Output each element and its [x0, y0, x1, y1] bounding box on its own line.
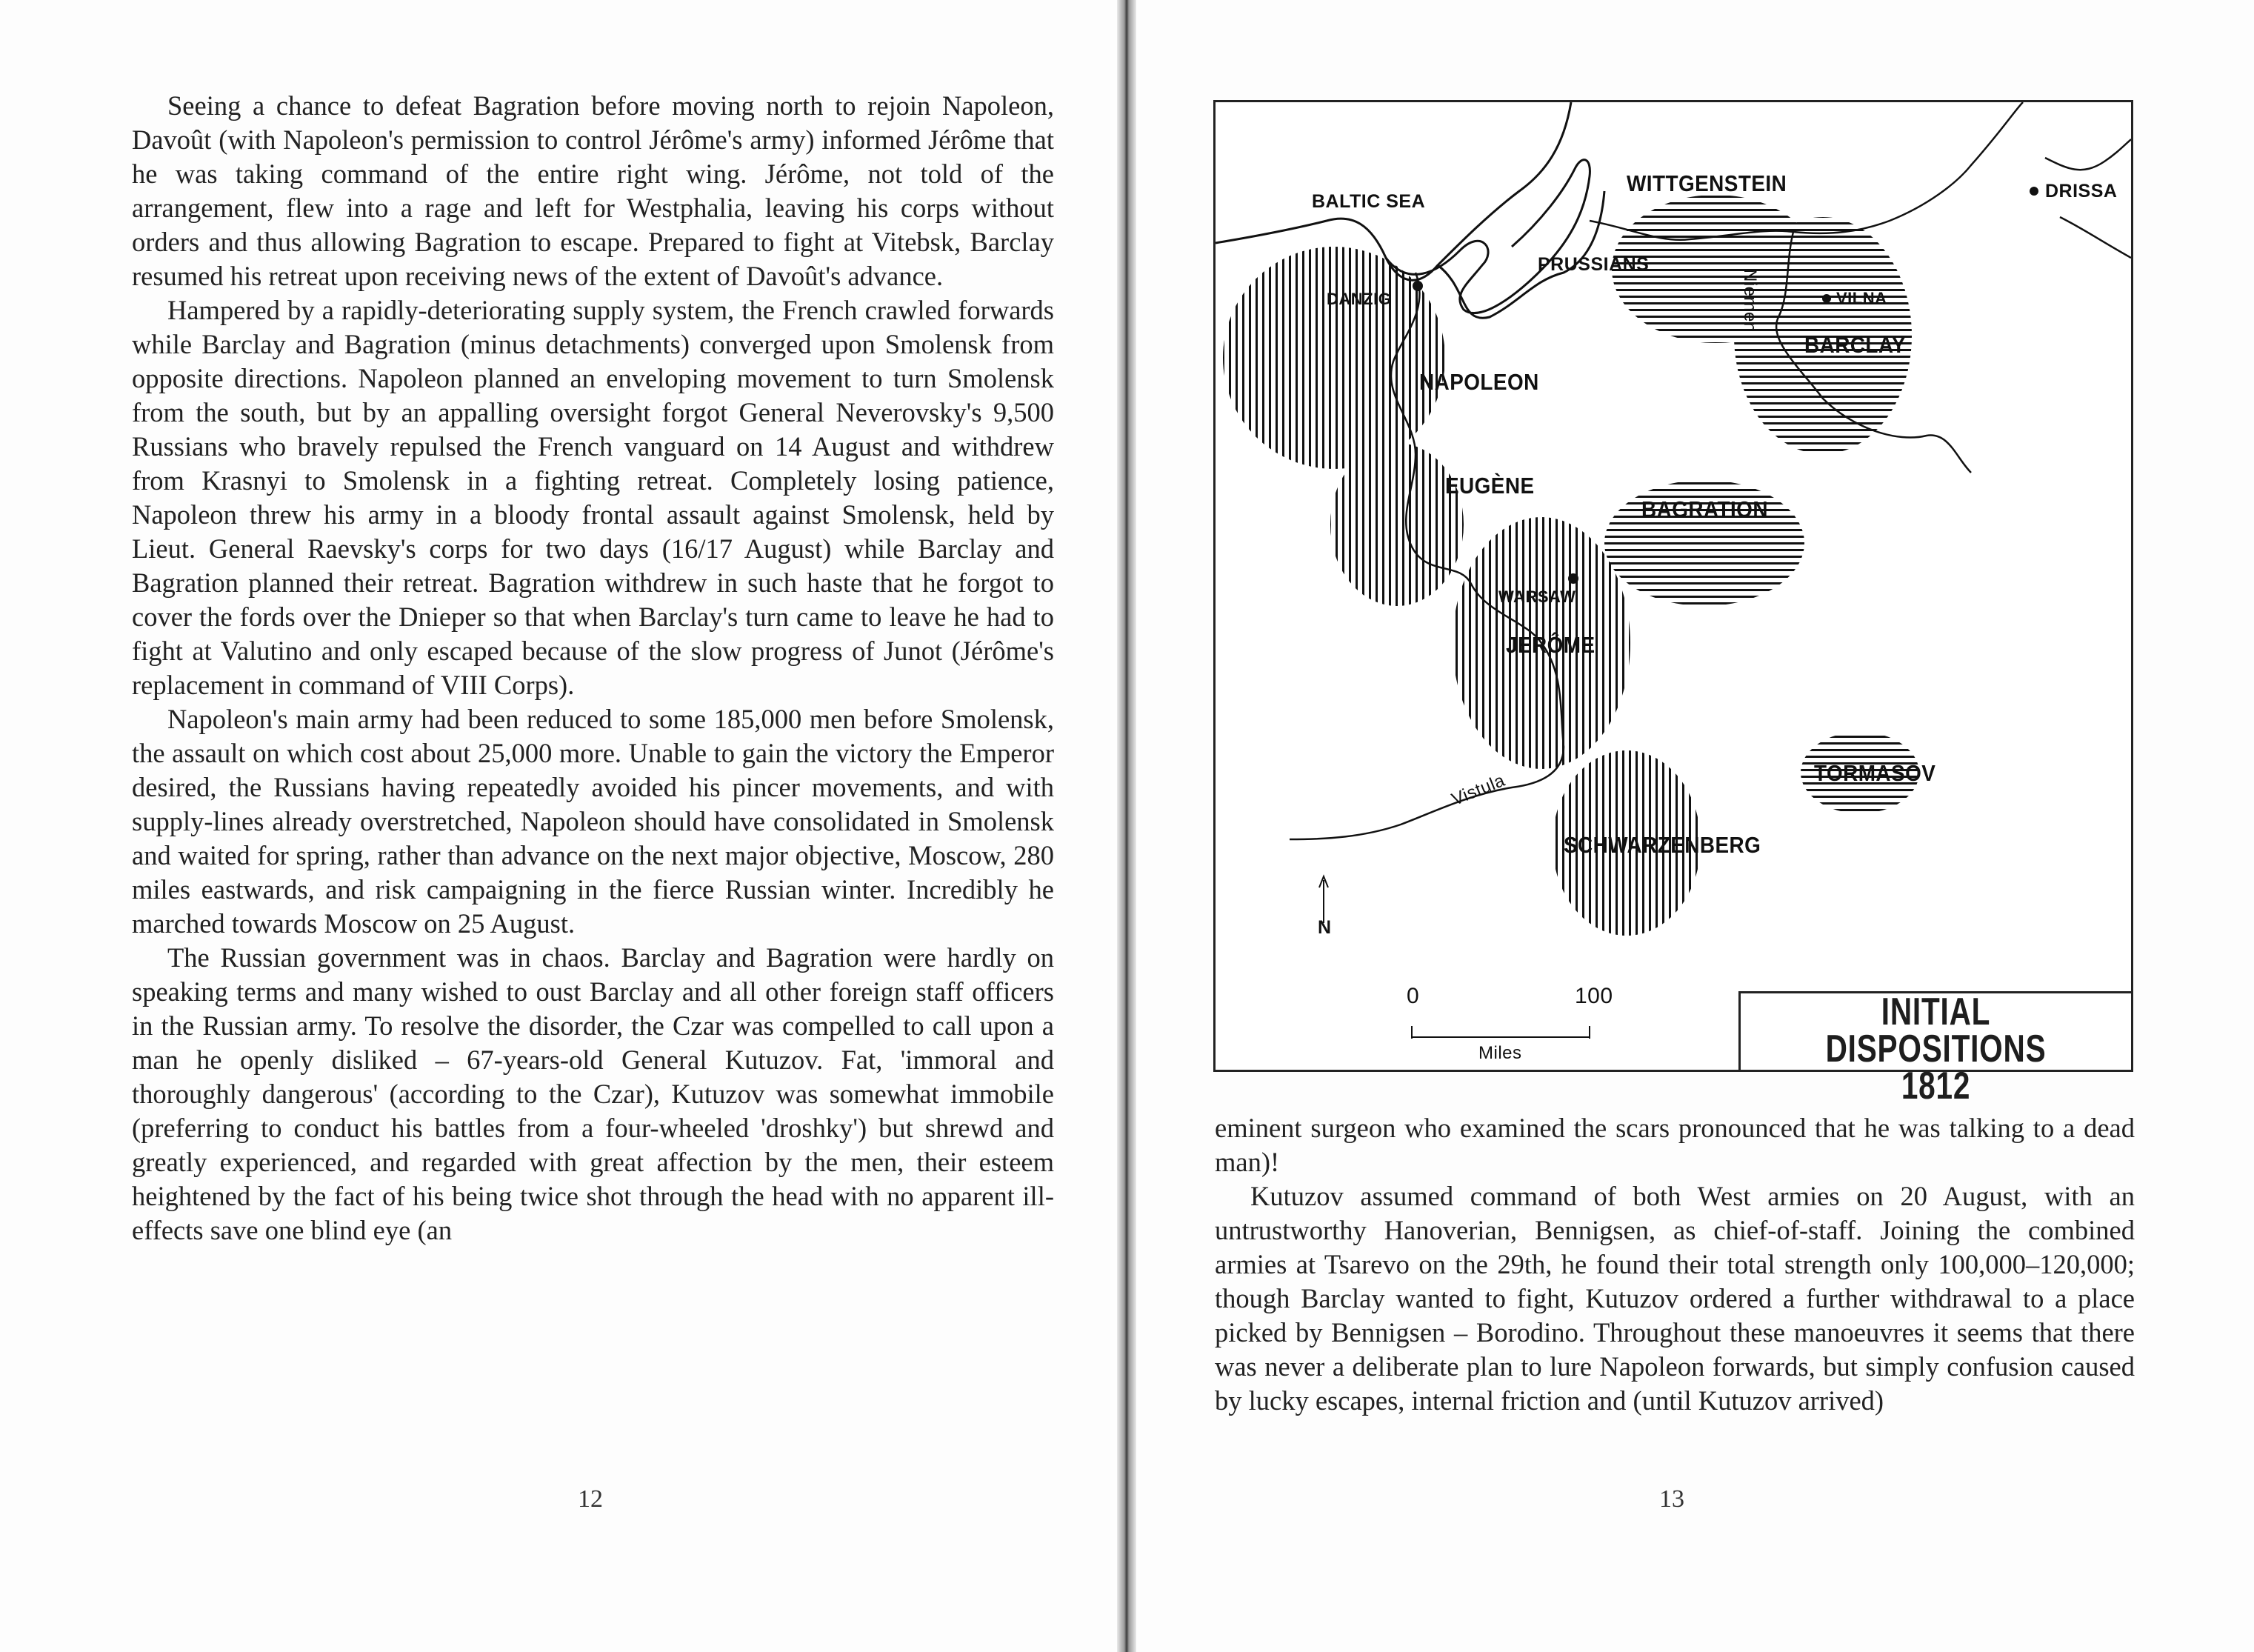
- map-title-year: 1812: [1901, 1065, 1971, 1108]
- page-number-left: 12: [578, 1485, 603, 1513]
- vistula-label: Vistula: [1449, 770, 1508, 810]
- border-east-lower: [2060, 217, 2131, 258]
- eugene-corps-area: [1330, 443, 1464, 606]
- north-label: N: [1318, 917, 1332, 938]
- paragraph: Seeing a chance to defeat Bagration before moving north to rejoin Napoleon, Davoût (with Napoleon's permission to control Jérôme's army) informed Jérôme that he was taking command of the entire right wing. Jérôme, not told of the arrangement, flew into a rage and left for Westphalia, leaving his corps without orders and thus allowing Bagration to escape. Prepared to fight at Vitebsk, Barclay resumed his retreat upon receiving news of the extent of Davoût's advance.: [132, 90, 1054, 291]
- niemen-label: Niemen: [1740, 269, 1760, 333]
- paragraph: Hampered by a rapidly-deteriorating supply system, the French crawled forwards while Barclay and Bagration (minus detachments) converged upon Smolensk from opposite directions. Napoleon planned an enveloping movement to turn Smolensk from the south, but by an appalling oversight forgot General Neverovsky's 9,500 Russians who bravely repulsed the French vanguard on 14 August and withdrew from Krasnyi to Smolensk in a fighting retreat. Completely losing patience, Napoleon threw his army in a bloody frontal assault against Smolensk, held by Lieut. General Raevsky's corps for two days (16/17 August) while Barclay and Bagration planned their retreat. Bagration withdrew in such haste that he forgot to cover the fords over the Dnieper so that when Barclay's turn came to leave he had to fight at Valutino and only escaped because of the slow progress of Junot (Jérôme's replacement in command of VIII Corps).: [132, 295, 1054, 700]
- wittgenstein-label: WITTGENSTEIN: [1627, 170, 1787, 196]
- map-initial-dispositions: [1213, 100, 2133, 1108]
- scale-start-label: 0: [1407, 984, 1420, 1008]
- paragraph: Napoleon's main army had been reduced to some 185,000 men before Smolensk, the assault on which cost about 25,000 more. Unable to gain the victory the Emperor desired, the Russians having repeatedly avoided his pincer movements, and with supply-lines already overstretched, Napoleon should have consolidated in Smolensk and waited for spring, rather than advance on the next major objective, Moscow, 280 miles eastwards, and risk campaigning in the fierce Russian winter. Incredibly he marched towards Moscow on 25 August.: [132, 704, 1054, 939]
- danzig-label: DANZIG: [1327, 290, 1392, 308]
- jerome-label: JERÔME: [1506, 632, 1596, 658]
- book-gutter: [1117, 0, 1136, 1652]
- map-graphic: [1216, 102, 2131, 1070]
- schwarzenberg-label: SCHWARZENBERG: [1564, 832, 1761, 858]
- eugene-label: EUGÈNE: [1445, 473, 1535, 499]
- bagration-label: BAGRATION: [1641, 496, 1768, 522]
- baltic-sea-label: BALTIC SEA: [1312, 191, 1426, 212]
- barclay-label: BARCLAY: [1804, 332, 1906, 358]
- map-title-box: [1738, 990, 2131, 1108]
- paragraph: eminent surgeon who examined the scars pronounced that he was talking to a dead man)!: [1215, 1113, 2135, 1177]
- paragraph: The Russian government was in chaos. Barclay and Bagration were hardly on speaking terms and many wished to oust Barclay and all other foreign staff officers in the Russian army. To resolve the disorder, the Czar was compelled to call upon a man he openly disliked – 67-years-old General Kutuzov. Fat, 'immoral and thoroughly dangerous' (according to the Czar), Kutuzov was somewhat immobile (preferring to conduct his battles from a four-wheeled 'droshky') but shrewd and greatly experienced, and regarded with great affection by the men, their esteem heightened by the fact of his being twice shot through the head with no apparent ill-effects save one blind eye (an: [132, 942, 1054, 1245]
- warsaw-label: WARSAW: [1498, 587, 1576, 606]
- tormasov-label: TORMASOV: [1814, 760, 1936, 786]
- napoleon-label: NAPOLEON: [1419, 369, 1539, 395]
- prussians-label: PRUSSIANS: [1538, 254, 1650, 275]
- scale-unit-label: Miles: [1478, 1043, 1522, 1063]
- vilna-dot: [1822, 294, 1831, 303]
- paragraph: Kutuzov assumed command of both West armies on 20 August, with an untrustworthy Hanoverian, Bennigsen, as chief-of-staff. Joining the combined armies at Tsarevo on the 29th, he found their total strength only 100,000–120,000; though Barclay wanted to fight, Kutuzov ordered a further withdrawal to a place picked by Bennigsen – Borodino. Throughout these manoeuvres it seems that there was never a deliberate plan to lure Napoleon forwards, but simply confusion caused by lucky escapes, internal friction and (until Kutuzov arrived): [1215, 1181, 2135, 1416]
- left-page-text: [132, 89, 1054, 1248]
- map-title: INITIAL DISPOSITIONS: [1825, 990, 2047, 1070]
- scale-end-label: 100: [1575, 984, 1613, 1008]
- drissa-dot: [2030, 187, 2038, 196]
- border-east: [2045, 139, 2131, 170]
- vilna-label: VILNA: [1836, 289, 1887, 307]
- right-page-text: [1215, 1111, 2135, 1418]
- page-number-right: 13: [1659, 1485, 1684, 1513]
- danzig-dot: [1413, 281, 1423, 291]
- warsaw-dot: [1568, 573, 1578, 584]
- drissa-label: DRISSA: [2045, 181, 2118, 201]
